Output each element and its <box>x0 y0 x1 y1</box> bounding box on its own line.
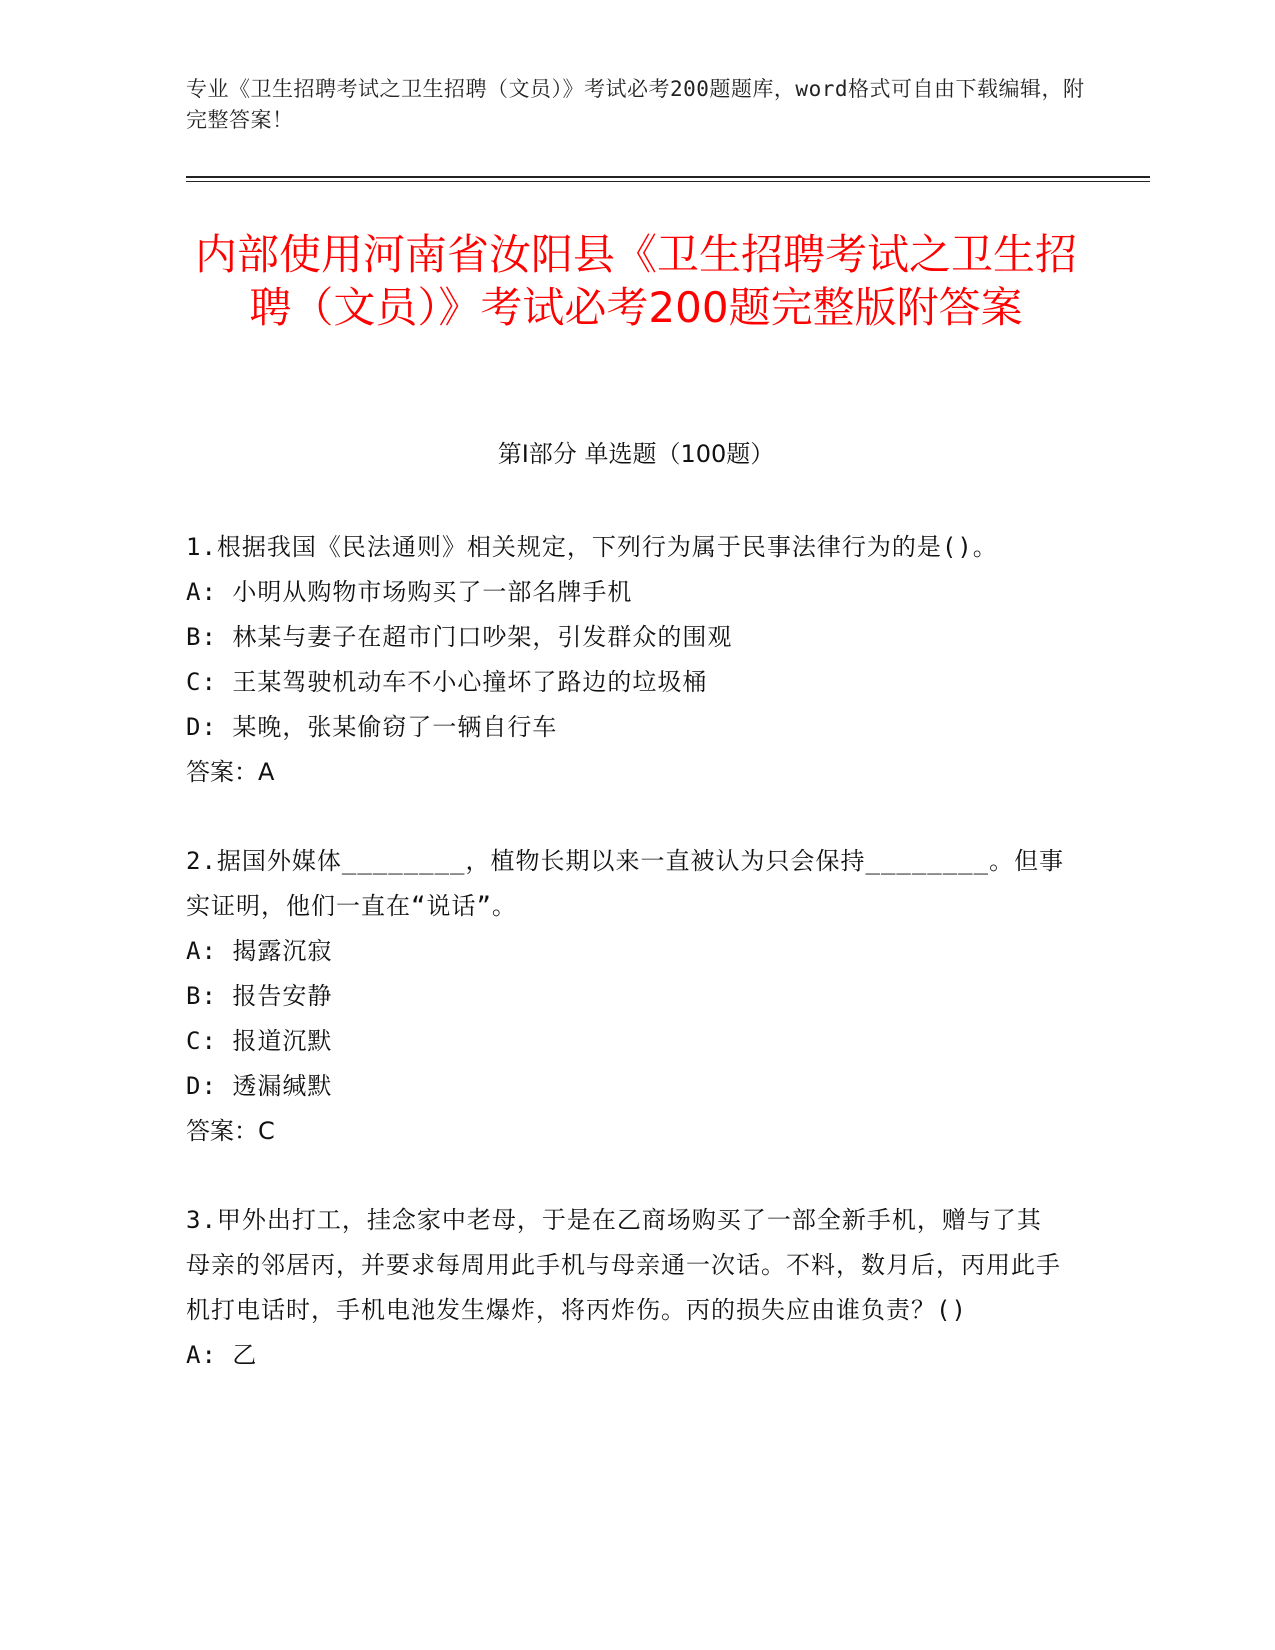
question-2 <box>186 839 1066 1154</box>
question-stem: 1.根据我国《民法通则》相关规定，下列行为属于民事法律行为的是()。 <box>186 533 998 561</box>
answer-line: 答案：A <box>186 758 275 786</box>
question-3 <box>186 1198 1066 1378</box>
option-c: C: 王某驾驶机动车不小心撞坏了路边的垃圾桶 <box>186 668 708 696</box>
document-title: 内部使用河南省汝阳县《卫生招聘考试之卫生招聘（文员）》考试必考200题完整版附答案 <box>194 230 1077 332</box>
header-note: 专业《卫生招聘考试之卫生招聘（文员）》考试必考200题题库，word格式可自由下载编辑，附完整答案！ <box>186 77 1085 132</box>
question-stem: 3.甲外出打工，挂念家中老母，于是在乙商场购买了一部全新手机，赠与了其母亲的邻居丙，并要求每周用此手机与母亲通一次话。不料，数月后，丙用此手机打电话时，手机电池发生爆炸，将丙炸伤。丙的损失应由谁负责？() <box>186 1206 1061 1324</box>
question-list <box>186 525 1066 1422</box>
option-a: A: 小明从购物市场购买了一部名牌手机 <box>186 578 633 606</box>
option-a: A: 乙 <box>186 1341 258 1369</box>
question-stem: 2.据国外媒体________，植物长期以来一直被认为只会保持________。但事实证明，他们一直在“说话”。 <box>186 847 1065 920</box>
header-divider-thick <box>186 176 1150 178</box>
section-heading: 第I部分 单选题（100题） <box>497 440 775 468</box>
header-divider-thin <box>186 181 1150 182</box>
question-1 <box>186 525 1066 795</box>
option-a: A: 揭露沉寂 <box>186 937 333 965</box>
option-d: D: 某晚，张某偷窃了一辆自行车 <box>186 713 558 741</box>
option-d: D: 透漏缄默 <box>186 1072 333 1100</box>
option-b: B: 报告安静 <box>186 982 333 1010</box>
option-b: B: 林某与妻子在超市门口吵架，引发群众的围观 <box>186 623 733 651</box>
option-c: C: 报道沉默 <box>186 1027 333 1055</box>
answer-line: 答案：C <box>186 1117 275 1145</box>
